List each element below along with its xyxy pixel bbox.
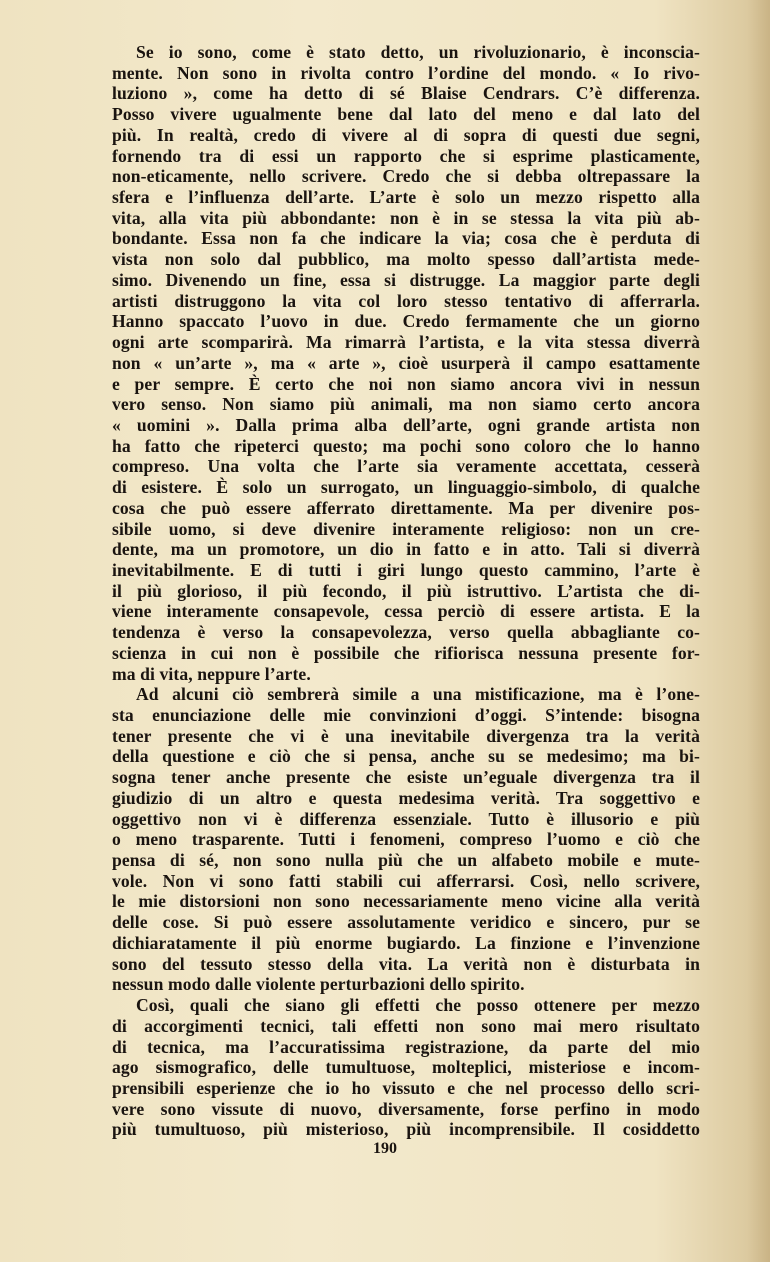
body-text [112, 42, 700, 1140]
page-number: 190 [373, 1140, 397, 1157]
text-line: bondante. Essa non fa che indicare la via; cosa che è perduta di [112, 228, 700, 249]
text-line: di tecnica, ma l’accuratissima registrazione, da parte del mio [112, 1036, 700, 1057]
text-line: sono del tessuto stesso della vita. La verità non è disturbata in [112, 953, 700, 974]
text-line: oggettivo non vi è differenza essenziale. Tutto è illusorio e più [112, 808, 700, 829]
text-line: artisti distruggono la vita col loro stesso tentativo di afferrarla. [112, 290, 700, 311]
text-line: Hanno spaccato l’uovo in due. Credo fermamente che un giorno [112, 311, 700, 332]
text-line: non-eticamente, nello scrivere. Credo che si debba oltrepassare la [112, 166, 700, 187]
text-line: inevitabilmente. E di tutti i giri lungo questo cammino, l’arte è [112, 559, 700, 580]
text-line: o meno trasparente. Tutti i fenomeni, compreso l’uomo e ciò che [112, 829, 700, 850]
text-line: dichiaratamente il più enorme bugiardo. La finzione e l’invenzione [112, 932, 700, 953]
text-line: di accorgimenti tecnici, tali effetti non sono mai mero risultato [112, 1015, 700, 1036]
text-line: Ad alcuni ciò sembrerà simile a una mistificazione, ma è l’one- [136, 684, 700, 705]
text-line: pensa di sé, non sono nulla più che un alfabeto mobile e mute- [112, 850, 700, 871]
text-line: nessun modo dalle violente perturbazioni dello spirito. [112, 974, 525, 995]
text-line: Posso vivere ugualmente bene dal lato del meno e dal lato del [112, 104, 700, 125]
text-line: di esistere. È solo un surrogato, un linguaggio-simbolo, di qualche [112, 477, 700, 498]
text-line: tendenza è verso la consapevolezza, verso quella abbagliante co- [112, 622, 700, 643]
text-line: Se io sono, come è stato detto, un rivoluzionario, è inconscia- [136, 42, 700, 62]
text-line: vole. Non vi sono fatti stabili cui afferrarsi. Così, nello scrivere, [112, 870, 700, 891]
text-line: Così, quali che siano gli effetti che posso ottenere per mezzo [136, 995, 700, 1016]
text-line: vere sono vissute di nuovo, diversamente, forse perfino in modo [112, 1098, 700, 1119]
text-line: simo. Divenendo un fine, essa si distrugge. La maggior parte degli [112, 269, 700, 290]
text-line: della questione e ciò che si pensa, anche su se medesimo; ma bi- [112, 746, 700, 767]
text-line: « uomini ». Dalla prima alba dell’arte, ogni grande artista non [112, 414, 700, 435]
text-line: ma di vita, neppure l’arte. [112, 663, 311, 684]
text-line: prensibili esperienze che io ho vissuto e che nel processo dello scri- [112, 1077, 700, 1098]
text-line: ogni arte scomparirà. Ma rimarrà l’artista, e la vita stessa diverrà [112, 332, 700, 353]
text-line: sogna tener anche presente che esiste un’eguale divergenza tra il [112, 767, 700, 788]
text-line: fornendo tra di essi un rapporto che si esprime plasticamente, [112, 145, 700, 166]
text-line: delle cose. Si può essere assolutamente veridico e sincero, pur se [112, 912, 700, 933]
text-line: vero senso. Non siamo più animali, ma non siamo certo ancora [112, 394, 700, 415]
text-line: vita, alla vita più abbondante: non è in se stessa la vita più ab- [112, 207, 700, 228]
text-line: scienza in cui non è possibile che rifiorisca nessuna presente for- [112, 642, 700, 663]
text-line: giudizio di un altro e questa medesima verità. Tra soggettivo e [112, 787, 700, 808]
text-line: sfera e l’influenza dell’arte. L’arte è solo un mezzo rispetto alla [112, 187, 700, 208]
text-line: il più glorioso, il più fecondo, il più istruttivo. L’artista che di- [112, 580, 700, 601]
text-line: tener presente che vi è una inevitabile divergenza tra la verità [112, 725, 700, 746]
text-line: mente. Non sono in rivolta contro l’ordine del mondo. « Io rivo- [112, 62, 700, 83]
text-line: sibile uomo, si deve divenire interamente religioso: non un cre- [112, 518, 700, 539]
text-line: ha fatto che ripeterci questo; ma pochi sono coloro che lo hanno [112, 435, 700, 456]
text-line: più tumultuoso, più misterioso, più incomprensibile. Il cosiddetto [112, 1119, 700, 1140]
text-line: le mie distorsioni non sono necessariamente meno vicine alla verità [112, 891, 700, 912]
text-line: luziono », come ha detto di sé Blaise Cendrars. C’è differenza. [112, 83, 700, 104]
text-line: cosa che può essere afferrato direttamente. Ma per divenire pos- [112, 497, 700, 518]
text-line: viene interamente consapevole, cessa perciò di essere artista. E la [112, 601, 700, 622]
text-line: e per sempre. È certo che noi non siamo ancora vivi in nessun [112, 373, 700, 394]
text-line: vista non solo dal pubblico, ma molto spesso dall’artista mede- [112, 249, 700, 270]
text-line: dente, ma un promotore, un dio in fatto e in atto. Tali si diverrà [112, 539, 700, 560]
text-line: sta enunciazione delle mie convinzioni d’oggi. S’intende: bisogna [112, 705, 700, 725]
text-line: compreso. Una volta che l’arte sia veramente accettata, cesserà [112, 456, 700, 477]
text-line: ago sismografico, delle tumultuose, molteplici, misteriose e incom- [112, 1057, 700, 1078]
text-line: più. In realtà, credo di vivere al di sopra di questi due segni, [112, 124, 700, 145]
text-line: non « un’arte », ma « arte », cioè usurperà il campo esattamente [112, 352, 700, 373]
